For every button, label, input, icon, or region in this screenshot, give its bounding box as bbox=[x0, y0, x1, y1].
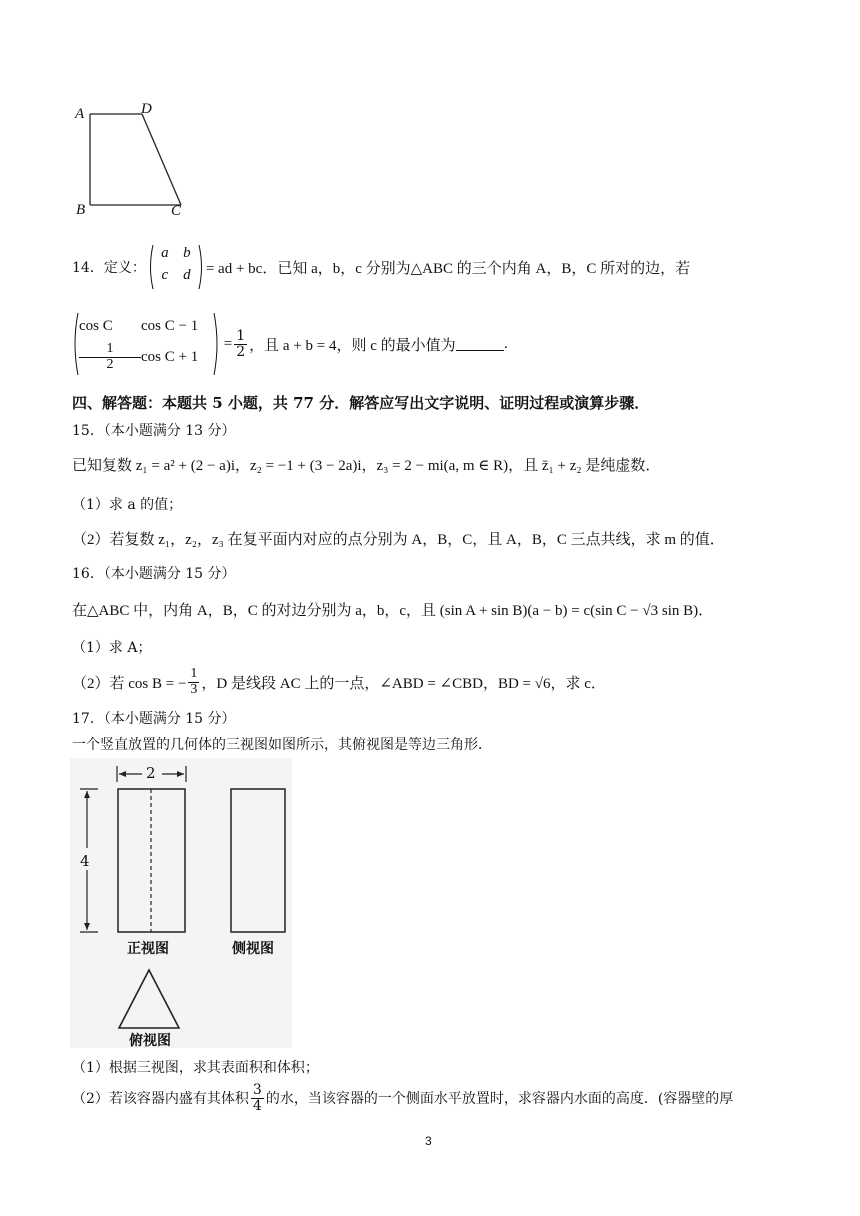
q16-p2-a: （2）若 cos B = − bbox=[72, 675, 187, 692]
q14-tail: ，且 a + b = 4，则 c 的最小值为 bbox=[249, 337, 456, 354]
frac-num: 1 bbox=[79, 342, 141, 358]
q17-part2 bbox=[72, 1078, 733, 1118]
frac-num: 1 bbox=[190, 665, 198, 681]
q14-line1 bbox=[72, 243, 690, 291]
q17-part1: （1）根据三视图，求其表面积和体积； bbox=[72, 1060, 319, 1076]
matrix-cell: c bbox=[161, 267, 169, 283]
q17-header: 17．（本小题满分 15 分） bbox=[72, 711, 236, 727]
height-label: 4 bbox=[80, 852, 90, 870]
q16-part2 bbox=[72, 662, 606, 702]
q15-stem: 已知复数 z₁ = a² + (2 − a)i，z₂ = −1 + (3 − 2a)i，z₃ = 2 − mi(a, m ∈ R)，且 z̄₁ + z₂ 是纯虚数． bbox=[72, 458, 661, 474]
matrix-cell: b bbox=[183, 245, 191, 261]
frac-den: 2 bbox=[236, 343, 246, 360]
vertex-a-label: A bbox=[75, 106, 85, 122]
q14-number: 14． bbox=[72, 260, 104, 276]
q15-header: 15．（本小题满分 13 分） bbox=[72, 423, 236, 439]
q14-eq-frac bbox=[234, 329, 247, 359]
matrix-def bbox=[148, 244, 204, 290]
q15-part2: （2）若复数 z₁，z₂，z₃ 在复平面内对应的点分别为 A，B，C，且 A，B，C 三点共线，求 m 的值． bbox=[72, 532, 725, 548]
vertex-c-label: C bbox=[171, 203, 182, 219]
q17-stem: 一个竖直放置的几何体的三视图如图所示，其俯视图是等边三角形． bbox=[72, 737, 492, 753]
matrix-cell: cos C bbox=[79, 317, 113, 334]
width-label: 2 bbox=[146, 764, 156, 782]
answer-blank[interactable] bbox=[456, 338, 504, 351]
q14-line2: cos C cos C − 1 $\frac{1}{2}$ cos C + 1 = $\frac{1}{2}$ ，且 a + b = 4，则 c 的最小值为 . bbox=[72, 311, 508, 377]
frac-den: 2 bbox=[106, 356, 114, 372]
three-view-figure bbox=[70, 758, 292, 1048]
q14-def-label: 定义： bbox=[103, 260, 146, 276]
vertex-b-label: B bbox=[76, 202, 86, 218]
frac-den: 4 bbox=[252, 1097, 262, 1114]
q16-frac bbox=[188, 667, 199, 697]
frac-den: 3 bbox=[190, 681, 198, 697]
matrix-cell: cos C + 1 bbox=[141, 348, 199, 365]
frac-num: 3 bbox=[252, 1081, 262, 1098]
q14-def-text: = ad + bc．已知 a，b，c 分别为△ABC 的三个内角 A，B，C 所对的边，若 bbox=[205, 260, 691, 277]
page-number: 3 bbox=[425, 1134, 432, 1148]
frac-num: 1 bbox=[236, 327, 246, 344]
q16-p2-b: ，D 是线段 AC 上的一点，∠ABD = ∠CBD，BD = √6，求 c． bbox=[201, 675, 606, 692]
q16-part1: （1）求 A； bbox=[72, 640, 152, 656]
right-paren bbox=[198, 244, 204, 290]
q16-stem: 在△ABC 中，内角 A，B，C 的对边分别为 a，b，c，且 (sin A + sin B)(a − b) = c(sin C − √3 sin B)． bbox=[72, 603, 714, 619]
top-view-label: 俯视图 bbox=[129, 1033, 171, 1049]
q15-part1: （1）求 a 的值； bbox=[72, 497, 183, 513]
q16-header: 16．（本小题满分 15 分） bbox=[72, 566, 236, 582]
matrix-cell: cos C − 1 bbox=[141, 317, 199, 334]
matrix-cell-frac bbox=[79, 342, 141, 372]
q17-frac bbox=[251, 1083, 264, 1113]
matrix-cell: a bbox=[161, 245, 169, 261]
q17-p2-b: 的水，当该容器的一个侧面水平放置时，求容器内水面的高度．(容器壁的厚 bbox=[265, 1091, 734, 1107]
side-view-label: 侧视图 bbox=[232, 941, 274, 957]
front-view-label: 正视图 bbox=[127, 941, 169, 957]
section-title: 四、解答题：本题共 5 小题，共 77 分．解答应写出文字说明、证明过程或演算步骤． bbox=[72, 394, 650, 412]
three-view-drawing bbox=[70, 758, 292, 1048]
q14-end: . bbox=[503, 336, 509, 352]
q17-p2-a: （2）若该容器内盛有其体积 bbox=[72, 1091, 249, 1107]
matrix-2 bbox=[72, 312, 220, 376]
right-paren bbox=[213, 312, 220, 376]
matrix-cell: d bbox=[183, 267, 191, 283]
left-paren bbox=[72, 312, 79, 376]
vertex-d-label: D bbox=[141, 101, 152, 117]
